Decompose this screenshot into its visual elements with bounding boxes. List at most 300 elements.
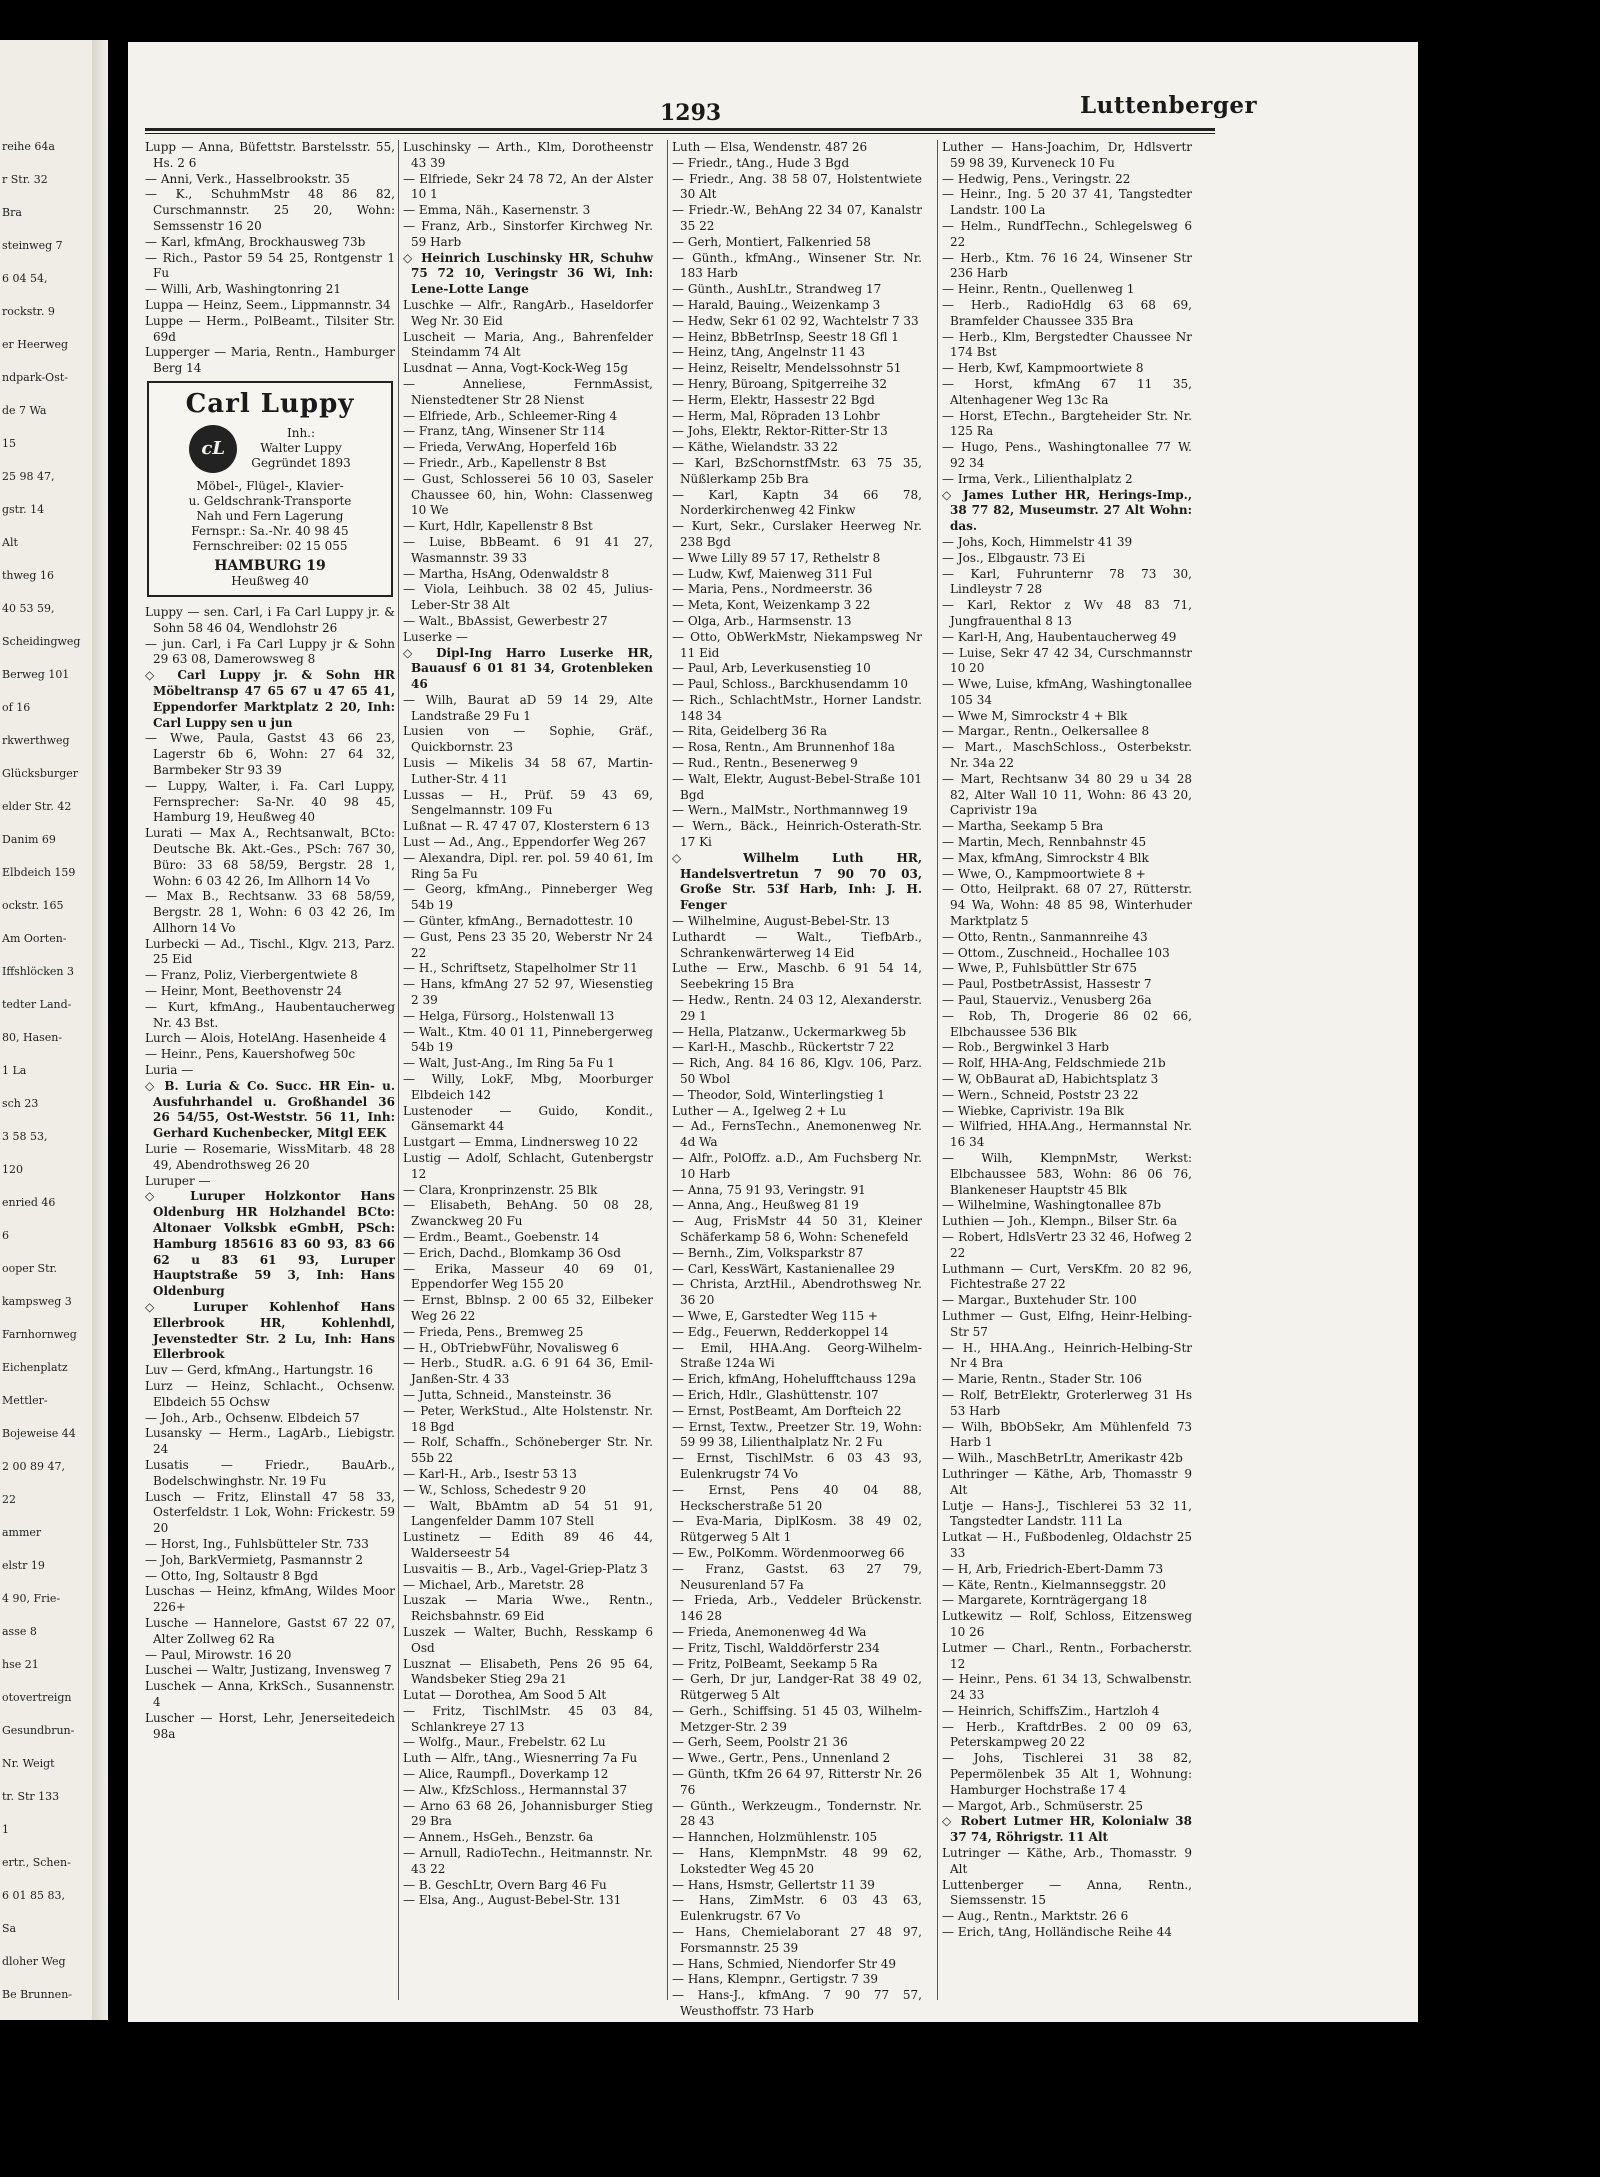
directory-entry: — Erich, tAng, Holländische Reihe 44 — [942, 1925, 1172, 1940]
directory-entry: Lusznat — Elisabeth, Pens 26 95 64, Wandsbeker Stieg 29a 21 — [403, 1656, 653, 1687]
directory-entry: — Rolf, HHA-Ang, Feldschmiede 21b — [942, 1056, 1166, 1071]
previous-page-fragment: Sa — [2, 1922, 17, 1935]
directory-entry: Luthien — Joh., Klempn., Bilser Str. 6a — [942, 1214, 1178, 1229]
ad-street: Heußweg 40 — [231, 573, 309, 588]
directory-entry: Lupp — Anna, Büfettstr. Barstelsstr. 55, Hs. 2 6 — [145, 140, 395, 170]
previous-page-fragment: 6 01 85 83, — [2, 1889, 65, 1902]
column-1 — [145, 140, 395, 2010]
directory-entry: — Herb., Ktm. 76 16 24, Winsener Str 236 Harb — [942, 250, 1192, 281]
previous-page-fragment: 3 58 53, — [2, 1130, 48, 1143]
directory-entry: — Aug., Rentn., Marktstr. 26 6 — [942, 1909, 1129, 1924]
directory-entry: Lustgart — Emma, Lindnersweg 10 22 — [403, 1135, 639, 1150]
previous-page-strip — [0, 40, 108, 2020]
directory-entry: — Wwe, Luise, kfmAng, Washingtonallee 105 34 — [942, 677, 1192, 707]
directory-entry: Luth — Alfr., tAng., Wiesnerring 7a Fu — [403, 1751, 638, 1766]
directory-entry: — Franz, Gastst. 63 27 79, Neusurenland 57 Fa — [672, 1561, 922, 1592]
directory-entry: — Rolf, Schaffn., Schöneberger Str. Nr. 55b 22 — [403, 1435, 653, 1466]
directory-entry: Luschei — Waltr, Justizang, Invensweg 7 — [145, 1663, 392, 1678]
previous-page-fragment: tedter Land- — [2, 998, 72, 1011]
previous-page-fragment: asse 8 — [2, 1625, 37, 1638]
directory-entry: — Michael, Arb., Maretstr. 28 — [403, 1577, 585, 1592]
directory-entry: Luppa — Heinz, Seem., Lippmannstr. 34 — [145, 297, 391, 312]
ad-city: HAMBURG 19 — [214, 557, 326, 574]
directory-entry: — Heinz, Reiseltr, Mendelssohnstr 51 — [672, 361, 902, 376]
directory-entry: — Friedr.-W., BehAng 22 34 07, Kanalstr 35 22 — [672, 203, 922, 233]
directory-entry: Luria — — [145, 1063, 194, 1078]
previous-page-fragment: elstr 19 — [2, 1559, 45, 1572]
previous-page-fragment: kampsweg 3 — [2, 1295, 72, 1308]
previous-page-fragment: 40 53 59, — [2, 602, 55, 615]
directory-entry: — Elisabeth, BehAng. 50 08 28, Zwanckweg 20 Fu — [403, 1198, 653, 1229]
directory-entry: — Friedr., Arb., Kapellenstr 8 Bst — [403, 455, 607, 470]
previous-page-fragment: 1 — [2, 1823, 9, 1836]
directory-entry: ◇ Dipl-Ing Harro Luserke HR, Bauausf 6 01 81 34, Grotenbleken 46 — [403, 645, 653, 692]
previous-page-fragment: reihe 64a — [2, 140, 55, 153]
previous-page-fragment: ockstr. 165 — [2, 899, 64, 912]
previous-page-fragment: 6 04 54, — [2, 272, 48, 285]
previous-page-fragment: Iffshlöcken 3 — [2, 965, 74, 978]
directory-entry: — Wilfried, HHA.Ang., Hermannstal Nr. 16 34 — [942, 1119, 1192, 1150]
directory-entry: Lusansky — Herm., LagArb., Liebigstr. 24 — [145, 1426, 395, 1457]
directory-entry: Lust — Ad., Ang., Eppendorfer Weg 267 — [403, 835, 647, 850]
directory-entry: — Theodor, Sold, Winterlingstieg 1 — [672, 1087, 885, 1102]
directory-entry: — Karl, BzSchornstfMstr. 63 75 35, Nüßlerkamp 25b Bra — [672, 455, 922, 486]
directory-entry: — Günth., kfmAng., Winsener Str. Nr. 183 Harb — [672, 250, 922, 281]
previous-page-fragment: thweg 16 — [2, 569, 54, 582]
directory-entry: — W, ObBaurat aD, Habichtsplatz 3 — [942, 1072, 1159, 1087]
directory-entry: — Edg., Feuerwn, Redderkoppel 14 — [672, 1324, 889, 1339]
directory-entry: — Heinr., Rentn., Quellenweg 1 — [942, 282, 1135, 297]
directory-entry: ◇ Luruper Kohlenhof Hans Ellerbrook HR, Kohlenhdl, Jevenstedter Str. 2 Lu, Inh: Hans Ellerbrook — [145, 1300, 395, 1362]
previous-page-fragment: Berweg 101 — [2, 668, 70, 681]
directory-entry: — Wwe M, Simrockstr 4 + Blk — [942, 708, 1128, 723]
previous-page-fragment: Danim 69 — [2, 833, 56, 846]
directory-entry: — Gerh, Montiert, Falkenried 58 — [672, 234, 871, 249]
directory-entry: Lurz — Heinz, Schlacht., Ochsenw. Elbdeich 55 Ochsw — [145, 1379, 395, 1409]
directory-entry: — Arnull, RadioTechn., Heitmannstr. Nr. 43 22 — [403, 1846, 653, 1876]
ad-owner-label: Inh.: — [286, 426, 316, 441]
directory-entry: — Hedw, Sekr 61 02 92, Wachtelstr 7 33 — [672, 313, 919, 328]
directory-entry: — Erika, Masseur 40 69 01, Eppendorfer Weg 155 20 — [403, 1261, 653, 1292]
ad-founded: Gegründet 1893 — [251, 456, 351, 471]
directory-entry: — Walt, BbAmtm aD 54 51 91, Langenfelder Damm 107 Stell — [403, 1498, 653, 1529]
previous-page-fragment: ndpark-Ost- — [2, 371, 68, 384]
directory-entry: — Horst, kfmAng 67 11 35, Altenhagener Weg 13c Ra — [942, 376, 1192, 407]
column-3 — [672, 140, 922, 2019]
directory-entry: — Wern., Bäck., Heinrich-Osterath-Str. 17 Ki — [672, 819, 922, 850]
directory-entry: — Frieda, VerwAng, Hoperfeld 16b — [403, 440, 617, 455]
directory-entry: — Ad., FernsTechn., Anemonenweg Nr. 4d Wa — [672, 1119, 922, 1150]
directory-entry: Luserke — — [403, 629, 468, 644]
directory-entry: Luruper — — [145, 1173, 211, 1188]
advertisement-carl-luppy — [147, 381, 393, 597]
directory-entry: — Herb., KraftdrBes. 2 00 09 63, Peterskampweg 20 22 — [942, 1719, 1192, 1750]
directory-entry: — Heinr, Mont, Beethovenstr 24 — [145, 984, 342, 999]
directory-entry: — Walt., Ktm. 40 01 11, Pinnebergerweg 54b 19 — [403, 1024, 653, 1055]
directory-entry: — Eva-Maria, DiplKosm. 38 49 02, Rütgerweg 5 Alt 1 — [672, 1514, 922, 1545]
directory-entry: Luthmer — Gust, Elfng, Heinr-Helbing-Str 57 — [942, 1308, 1192, 1339]
directory-entry: — Otto, Rentn., Sanmannreihe 43 — [942, 929, 1148, 944]
previous-page-fragment: 80, Hasen- — [2, 1031, 63, 1044]
directory-entry: — Walt., BbAssist, Gewerbestr 27 — [403, 613, 608, 628]
directory-entry: — Horst, ETechn., Bargteheider Str. Nr. 125 Ra — [942, 408, 1192, 439]
directory-entry: — Karl-H, Ang, Haubentaucherweg 49 — [942, 629, 1177, 644]
previous-page-fragment: otovertreign — [2, 1691, 72, 1704]
directory-entry: — Alexandra, Dipl. rer. pol. 59 40 61, Im Ring 5a Fu — [403, 850, 653, 881]
directory-entry: — Anna, 75 91 93, Veringstr. 91 — [672, 1182, 866, 1197]
directory-entry: — Rich., SchlachtMstr., Horner Landstr. 148 34 — [672, 692, 922, 723]
directory-entry: — Hedw., Rentn. 24 03 12, Alexanderstr. 29 1 — [672, 993, 922, 1023]
previous-page-fragment: dloher Weg — [2, 1955, 66, 1968]
directory-entry: — Luise, Sekr 47 42 34, Curschmannstr 10 20 — [942, 645, 1192, 676]
directory-entry: ◇ Wilhelm Luth HR, Handelsvertretun 7 90 70 03, Große Str. 53f Harb, Inh: J. H. Fenger — [672, 850, 922, 913]
previous-page-fragment: de 7 Wa — [2, 404, 47, 417]
directory-entry: — Friedr., Ang. 38 58 07, Holstentwiete 30 Alt — [672, 171, 922, 202]
ad-phone: Fernspr.: Sa.-Nr. 40 98 45 — [191, 523, 349, 538]
directory-entry: — Martha, Seekamp 5 Bra — [942, 819, 1104, 834]
directory-entry: — Wilh., MaschBetrLtr, Amerikastr 42b — [942, 1451, 1183, 1466]
directory-entry: — Rob., Bergwinkel 3 Harb — [942, 1040, 1109, 1055]
directory-entry: Lutkewitz — Rolf, Schloss, Eitzensweg 10 26 — [942, 1609, 1192, 1639]
directory-entry: — Herm, Mal, Röpraden 13 Lohbr — [672, 408, 880, 423]
directory-entry: — Max, kfmAng, Simrockstr 4 Blk — [942, 850, 1149, 865]
directory-entry: — Anneliese, FernmAssist, Nienstedtener Str 28 Nienst — [403, 376, 653, 407]
directory-entry: — Heinr., Ing. 5 20 37 41, Tangstedter Landstr. 100 La — [942, 187, 1192, 218]
directory-entry: — Jos., Elbgaustr. 73 Ei — [942, 550, 1086, 565]
directory-entry: — Erich, kfmAng, Hohelufftchauss 129a — [672, 1372, 916, 1387]
directory-entry: Luthmann — Curt, VersKfm. 20 82 96, Fichtestraße 27 22 — [942, 1261, 1192, 1292]
directory-entry: — Wilh, Baurat aD 59 14 29, Alte Landstraße 29 Fu 1 — [403, 692, 653, 723]
directory-entry: Lusien von — Sophie, Gräf., Quickbornstr. 23 — [403, 724, 653, 755]
directory-entry: — Herb., StudR. a.G. 6 91 64 36, Emil-Janßen-Str. 4 33 — [403, 1356, 653, 1387]
directory-entry: — Wilh, BbObSekr, Am Mühlenfeld 73 Harb 1 — [942, 1419, 1192, 1450]
directory-entry: — Heinz, tAng, Angelnstr 11 43 — [672, 345, 866, 360]
directory-entry: — Rita, Geidelberg 36 Ra — [672, 724, 828, 739]
directory-entry: — Margar., Buxtehuder Str. 100 — [942, 1293, 1137, 1308]
column-1-entries-top — [145, 140, 395, 377]
directory-entry: — Ernst, Bblnsp. 2 00 65 32, Eilbeker Weg 26 22 — [403, 1293, 653, 1323]
directory-entry: — Irma, Verk., Lilienthalplatz 2 — [942, 471, 1133, 486]
directory-entry: ◇ B. Luria & Co. Succ. HR Ein- u. Ausfuhrhandel u. Großhandel 36 26 54/55, Ost-Weststr. 56 11, Inh: Gerhard Kuchenbecker, Mitgl EEK — [145, 1078, 395, 1141]
previous-page-fragment: sch 23 — [2, 1097, 39, 1110]
previous-page-fragment: Eichenplatz — [2, 1361, 68, 1374]
directory-entry: — Wiebke, Caprivistr. 19a Blk — [942, 1103, 1124, 1118]
directory-entry: — Luppy, Walter, i. Fa. Carl Luppy, Fernsprecher: Sa-Nr. 40 98 45, Hamburg 19, Heußweg 40 — [145, 778, 395, 825]
directory-entry: — Martha, HsAng, Odenwaldstr 8 — [403, 566, 610, 581]
directory-entry: Luthardt — Walt., TiefbArb., Schrankenwärterweg 14 Eid — [672, 929, 922, 960]
directory-entry: ◇ Robert Lutmer HR, Kolonialw 38 37 74, Röhrigstr. 11 Alt — [942, 1814, 1192, 1845]
directory-entry: Luther — Hans-Joachim, Dr, Hdlsvertr 59 98 39, Kurveneck 10 Fu — [942, 140, 1192, 170]
previous-page-fragment: gstr. 14 — [2, 503, 45, 516]
directory-entry: — Wwe, E, Garstedter Weg 115 + — [672, 1308, 878, 1323]
directory-entry: — Erich, Dachd., Blomkamp 36 Osd — [403, 1245, 621, 1260]
directory-entry: — Clara, Kronprinzenstr. 25 Blk — [403, 1182, 598, 1197]
directory-entry: — Emil, HHA.Ang. Georg-Wilhelm-Straße 124a Wi — [672, 1340, 922, 1371]
directory-entry: — Emma, Näh., Kasernenstr. 3 — [403, 203, 591, 218]
directory-entry: — Fritz, PolBeamt, Seekamp 5 Ra — [672, 1656, 878, 1671]
directory-entry: — Johs, Tischlerei 31 38 82, Pepermölenbek 35 Alt 1, Wohnung: Hamburger Hochstraße 17 4 — [942, 1751, 1192, 1797]
directory-entry: — Ernst, PostBeamt, Am Dorfteich 22 — [672, 1403, 902, 1418]
previous-page-fragment: hse 21 — [2, 1658, 39, 1671]
directory-entry: Luppy — sen. Carl, i Fa Carl Luppy jr. & Sohn 58 46 04, Wendlohstr 26 — [145, 604, 395, 635]
directory-entry: — Wern., MalMstr., Northmannweg 19 — [672, 803, 908, 818]
directory-entry: — Georg, kfmAng., Pinneberger Weg 54b 19 — [403, 882, 653, 913]
previous-page-fragment: Am Oorten- — [2, 932, 67, 945]
ad-company-name: Carl Luppy — [185, 388, 355, 419]
directory-entry: — Hans, ZimMstr. 6 03 43 63, Eulenkrugstr. 67 Vo — [672, 1893, 922, 1924]
directory-entry: — Herm, Elektr, Hassestr 22 Bgd — [672, 392, 875, 407]
header-rule-thin — [145, 133, 1215, 134]
directory-entry: — Henry, Büroang, Spitgerreihe 32 — [672, 376, 888, 391]
directory-entry: — Frieda, Anemonenweg 4d Wa — [672, 1624, 867, 1639]
directory-entry: — Hedwig, Pens., Veringstr. 22 — [942, 171, 1131, 186]
directory-entry: — Paul, Mirowstr. 16 20 — [145, 1647, 292, 1662]
directory-entry: Lustig — Adolf, Schlacht, Gutenbergstr 12 — [403, 1151, 653, 1181]
directory-entry: — Gust, Schlosserei 56 10 03, Saseler Chaussee 60, hin, Wohn: Classenweg 10 We — [403, 471, 653, 518]
directory-entry: — Paul, Schloss., Barckhusendamm 10 — [672, 677, 909, 692]
directory-entry: — Mart, Rechtsanw 34 80 29 u 34 28 82, Alter Wall 10 11, Wohn: 86 43 20, Caprivistr 19a — [942, 771, 1192, 818]
directory-entry: — Rob, Th, Drogerie 86 02 66, Elbchaussee 536 Blk — [942, 1008, 1192, 1039]
directory-entry: — Wern., Schneid, Poststr 23 22 — [942, 1087, 1139, 1102]
directory-entry: Luschinsky — Arth., Klm, Dorotheenstr 43 39 — [403, 140, 653, 170]
directory-entry: — Martin, Mech, Rennbahnstr 45 — [942, 835, 1147, 850]
previous-page-fragment: elder Str. 42 — [2, 800, 72, 813]
directory-entry: — Hans, Klempnr., Gertigstr. 7 39 — [672, 1972, 879, 1987]
directory-entry: — Gerh., Schiffsing. 51 45 03, Wilhelm-Metzger-Str. 2 39 — [672, 1703, 922, 1734]
directory-entry: — Christa, ArztHil., Abendrothsweg Nr. 36 20 — [672, 1277, 922, 1308]
directory-entry: — Walt, Elektr, August-Bebel-Straße 101 Bgd — [672, 771, 922, 802]
directory-entry: — Ludw, Kwf, Maienweg 311 Ful — [672, 566, 873, 581]
previous-page-fragment: er Heerweg — [2, 338, 69, 351]
directory-entry: — Franz, tAng, Winsener Str 114 — [403, 424, 606, 439]
directory-entry: — Hans, Hsmstr, Gellertstr 11 39 — [672, 1877, 875, 1892]
directory-entry: — Ew., PolKomm. Wördenmoorweg 66 — [672, 1545, 905, 1560]
directory-entry: — Luise, BbBeamt. 6 91 41 27, Wasmannstr. 39 33 — [403, 534, 653, 565]
directory-entry: — Günth, tKfm 26 64 97, Ritterstr Nr. 26 76 — [672, 1767, 922, 1797]
directory-entry: — Helga, Fürsorg., Holstenwall 13 — [403, 1008, 615, 1023]
directory-entry: — Rosa, Rentn., Am Brunnenhof 18a — [672, 740, 895, 755]
previous-page-fragment: ertr., Schen- — [2, 1856, 71, 1869]
directory-entry: — Hugo, Pens., Washingtonallee 77 W. 92 34 — [942, 440, 1192, 470]
directory-entry: — Franz, Poliz, Vierbergentwiete 8 — [145, 968, 358, 983]
ad-services-line: Nah und Fern Lagerung — [196, 508, 344, 523]
previous-page-fragment: Bra — [2, 206, 22, 219]
previous-page-fragment: Glücksburger — [2, 767, 79, 780]
directory-entry: — Friedr., tAng., Hude 3 Bgd — [672, 155, 850, 170]
directory-entry: — Arno 63 68 26, Johannisburger Stieg 29 Bra — [403, 1798, 653, 1829]
ad-services-line: Möbel-, Flügel-, Klavier- — [196, 478, 344, 493]
directory-entry: — Otto, Heilprakt. 68 07 27, Rütterstr. 94 Wa, Wohn: 48 85 98, Winterhuder Marktplatz 5 — [942, 882, 1192, 929]
directory-entry: — Johs, Koch, Himmelstr 41 39 — [942, 534, 1133, 549]
directory-entry: — Robert, HdlsVertr 23 32 46, Hofweg 2 22 — [942, 1229, 1192, 1260]
directory-entry: — Elfriede, Sekr 24 78 72, An der Alster 10 1 — [403, 171, 653, 202]
previous-page-fragment: Nr. Weigt — [2, 1757, 55, 1770]
directory-entry: — Karl-H., Arb., Isestr 53 13 — [403, 1466, 577, 1481]
directory-entry: — Kurt, Hdlr, Kapellenstr 8 Bst — [403, 519, 593, 534]
directory-entry: — Rich., Pastor 59 54 25, Rontgenstr 1 Fu — [145, 250, 395, 281]
directory-entry: — Heinr., Pens. 61 34 13, Schwalbenstr. 24 33 — [942, 1672, 1192, 1703]
directory-entry: — Heinr., Pens, Kauershofweg 50c — [145, 1047, 356, 1062]
directory-entry: — Alw., KfzSchloss., Hermannstal 37 — [403, 1782, 628, 1797]
directory-entry: — Heinrich, SchiffsZim., Hartzloh 4 — [942, 1703, 1160, 1718]
directory-entry: — Alfr., PolOffz. a.D., Am Fuchsberg Nr. 10 Harb — [672, 1151, 922, 1181]
directory-entry: — Margarete, Kornträgergang 18 — [942, 1593, 1148, 1608]
previous-page-fragment: of 16 — [2, 701, 31, 714]
directory-entry: — Wwe., Gertr., Pens., Unnenland 2 — [672, 1751, 891, 1766]
directory-entry: — Kurt, kfmAng., Haubentaucherweg Nr. 43 Bst. — [145, 999, 395, 1030]
directory-entry: — Helm., RundfTechn., Schlegelsweg 6 22 — [942, 218, 1192, 249]
directory-entry: Lutat — Dorothea, Am Sood 5 Alt — [403, 1688, 607, 1703]
directory-entry: — Rich, Ang. 84 16 86, Klgv. 106, Parz. 50 Wbol — [672, 1056, 922, 1087]
directory-entry: — Hans-J., kfmAng. 7 90 77 57, Weusthoffstr. 73 Harb — [672, 1988, 922, 2019]
directory-entry: — Wwe, Paula, Gastst 43 66 23, Lagerstr 6b 6, Wohn: 27 64 32, Barmbeker Str 93 39 — [145, 731, 395, 777]
directory-entry: Luscheit — Maria, Ang., Bahrenfelder Steindamm 74 Alt — [403, 329, 653, 360]
directory-entry: Lurch — Alois, HotelAng. Hasenheide 4 — [145, 1031, 387, 1046]
previous-page-fragment: ooper Str. — [2, 1262, 58, 1275]
directory-entry: Lussas — H., Prüf. 59 43 69, Sengelmannstr. 109 Fu — [403, 787, 653, 818]
directory-entry: — Peter, WerkStud., Alte Holstenstr. Nr. 18 Bgd — [403, 1403, 653, 1434]
directory-entry: Lusdnat — Anna, Vogt-Kock-Weg 15g — [403, 361, 629, 376]
company-logo-icon: cL — [189, 425, 237, 473]
directory-entry: Lustinetz — Edith 89 46 44, Walderseestr 54 — [403, 1530, 653, 1560]
directory-entry: — Willy, LokF, Mbg, Moorburger Elbdeich 142 — [403, 1072, 653, 1102]
directory-entry: Luszek — Walter, Buchh, Resskamp 6 Osd — [403, 1624, 653, 1655]
directory-entry: — Mart., MaschSchloss., Osterbekstr. Nr. 34a 22 — [942, 740, 1192, 771]
directory-entry: — Käte, Rentn., Kielmannseggstr. 20 — [942, 1577, 1166, 1592]
directory-entry: — Frieda, Pens., Bremweg 25 — [403, 1324, 584, 1339]
previous-page-fragment: Mettler- — [2, 1394, 48, 1407]
column-4 — [942, 140, 1192, 2010]
directory-entry: ◇ Luruper Holzkontor Hans Oldenburg HR Holzhandel BCto: Altonaer Volksbk eGmbH, PSch: Hamburg 185616 83 60 93, 83 66 62 u 83 61 93, Luruper Hauptstraße 59 3, Inh: Hans Oldenburg — [145, 1189, 395, 1299]
directory-entry: Luthringer — Käthe, Arb, Thomasstr 9 Alt — [942, 1466, 1192, 1497]
ad-logo-row — [157, 425, 383, 473]
directory-entry: — H., ObTriebwFühr, Novalisweg 6 — [403, 1340, 619, 1355]
ad-services-line: u. Geldschrank-Transporte — [188, 493, 352, 508]
directory-entry: Luv — Gerd, kfmAng., Hartungstr. 16 — [145, 1363, 374, 1378]
directory-entry: — Fritz, Tischl, Walddörferstr 234 — [672, 1640, 880, 1655]
previous-page-fragment: 120 — [2, 1163, 23, 1176]
directory-entry: — Meta, Kont, Weizenkamp 3 22 — [672, 598, 871, 613]
directory-entry: — Joh, BarkVermietg, Pasmannstr 2 — [145, 1552, 364, 1567]
directory-entry: — Heinz, BbBetrInsp, Seestr 18 Gfl 1 — [672, 329, 899, 344]
directory-entry: — Hans, kfmAng 27 52 97, Wiesenstieg 2 39 — [403, 977, 653, 1008]
directory-entry: — Anni, Verk., Hasselbrookstr. 35 — [145, 171, 350, 186]
running-head: Luttenberger — [1080, 92, 1258, 119]
previous-page-fragment: enried 46 — [2, 1196, 56, 1209]
directory-entry: — Olga, Arb., Harmsenstr. 13 — [672, 613, 852, 628]
directory-entry: — Jutta, Schneid., Mansteinstr. 36 — [403, 1387, 612, 1402]
directory-entry: — W., Schloss, Schedestr 9 20 — [403, 1482, 586, 1497]
directory-entry: — Hannchen, Holzmühlenstr. 105 — [672, 1830, 878, 1845]
directory-entry: — Wolfg., Maur., Frebelstr. 62 Lu — [403, 1735, 606, 1750]
directory-entry: — Wilhelmine, August-Bebel-Str. 13 — [672, 914, 890, 929]
previous-page-fragment: tr. Str 133 — [2, 1790, 60, 1803]
previous-page-fragment: ammer — [2, 1526, 42, 1539]
previous-page-fragment: Be Brunnen- — [2, 1988, 72, 2001]
directory-entry: — H., HHA.Ang., Heinrich-Helbing-Str Nr 4 Bra — [942, 1340, 1192, 1371]
directory-entry: Luthe — Erw., Maschb. 6 91 54 14, Seebekring 15 Bra — [672, 961, 922, 992]
ad-owner: Walter Luppy — [260, 441, 342, 456]
directory-entry: — Hella, Platzanw., Uckermarkweg 5b — [672, 1024, 906, 1039]
directory-entry: — Karl, Fuhrunternr 78 73 30, Lindleystr 7 28 — [942, 566, 1192, 597]
directory-entry: Lutmer — Charl., Rentn., Forbacherstr. 12 — [942, 1640, 1192, 1671]
directory-entry: — Joh., Arb., Ochsenw. Elbdeich 57 — [145, 1410, 360, 1425]
directory-entry: ◇ Carl Luppy jr. & Sohn HR Möbeltransp 47 65 67 u 47 65 41, Eppendorfer Marktplatz 2 20, Inh: Carl Luppy sen u jun — [145, 668, 395, 730]
previous-page-fragment: steinweg 7 — [2, 239, 63, 252]
directory-entry: — Erich, Hdlr., Glashüttenstr. 107 — [672, 1387, 879, 1402]
directory-entry: — Ernst, TischlMstr. 6 03 43 93, Eulenkrugstr 74 Vo — [672, 1451, 922, 1481]
previous-page-fragment: Farnhornweg — [2, 1328, 77, 1341]
directory-entry: — K., SchuhmMstr 48 86 82, Curschmannstr. 25 20, Wohn: Semssenstr 16 20 — [145, 187, 395, 233]
directory-entry: — H, Arb, Friedrich-Ebert-Damm 73 — [942, 1561, 1164, 1576]
column-separator — [667, 140, 668, 2000]
directory-entry: — Herb., Klm, Bergstedter Chaussee Nr 174 Bst — [942, 329, 1192, 360]
directory-entry: — B. GeschLtr, Overn Barg 46 Fu — [403, 1877, 607, 1892]
directory-entry: — H., Schriftsetz, Stapelholmer Str 11 — [403, 961, 638, 976]
ad-owner-block — [251, 426, 351, 471]
directory-entry: — Herb., RadioHdlg 63 68 69, Bramfelder Chaussee 335 Bra — [942, 297, 1192, 328]
directory-entry: — Margot, Arb., Schmüserstr. 25 — [942, 1798, 1143, 1813]
directory-entry: — Alice, Raumpfl., Doverkamp 12 — [403, 1767, 609, 1782]
directory-entry: Luschke — Alfr., RangArb., Haseldorfer Weg Nr. 30 Eid — [403, 297, 653, 328]
directory-entry: — Frieda, Arb., Veddeler Brückenstr. 146 28 — [672, 1593, 922, 1624]
page-number: 1293 — [660, 100, 722, 126]
directory-entry: — Paul, Stauerviz., Venusberg 26a — [942, 993, 1152, 1008]
directory-entry: Luttenberger — Anna, Rentn., Siemssenstr. 15 — [942, 1877, 1192, 1908]
previous-page-fragment: 22 — [2, 1493, 16, 1506]
directory-entry: — Käthe, Wielandstr. 33 22 — [672, 440, 839, 455]
directory-entry: — Franz, Arb., Sinstorfer Kirchweg Nr. 59 Harb — [403, 218, 653, 249]
directory-entry: Lusch — Fritz, Elinstall 47 58 33, Osterfeldstr. 1 Lok, Wohn: Frickestr. 59 20 — [145, 1489, 395, 1536]
directory-entry: Luth — Elsa, Wendenstr. 487 26 — [672, 140, 868, 154]
directory-entry: — Horst, Ing., Fuhlsbütteler Str. 733 — [145, 1536, 369, 1551]
directory-entry: — Erdm., Beamt., Goebenstr. 14 — [403, 1229, 600, 1244]
directory-entry: — Otto, ObWerkMstr, Niekampsweg Nr 11 Eid — [672, 629, 922, 660]
previous-page-fragment: 4 90, Frie- — [2, 1592, 61, 1605]
directory-entry: — Gerh, Seem, Poolstr 21 36 — [672, 1735, 848, 1750]
column-2 — [403, 140, 653, 2010]
previous-page-fragment: 15 — [2, 437, 16, 450]
directory-entry: — Wilh, KlempnMstr, Werkst: Elbchaussee 583, Wohn: 86 06 76, Blankeneser Hauptstr 45 Blk — [942, 1151, 1192, 1197]
directory-entry: — Paul, PostbetrAssist, Hassestr 7 — [942, 977, 1152, 992]
directory-entry: — Margar., Rentn., Oelkersallee 8 — [942, 724, 1150, 739]
directory-entry: — Max B., Rechtsanw. 33 68 58/59, Bergstr. 28 1, Wohn: 6 03 42 26, Im Allhorn 14 Vo — [145, 889, 395, 935]
directory-entry: — Wwe, P., Fuhlsbüttler Str 675 — [942, 961, 1138, 976]
directory-entry: — Wilhelmine, Washingtonallee 87b — [942, 1198, 1162, 1213]
directory-entry: Lutje — Hans-J., Tischlerei 53 32 11, Tangstedter Landstr. 111 La — [942, 1498, 1192, 1529]
directory-entry: — Rolf, BetrElektr, Groterlerweg 31 Hs 53 Harb — [942, 1387, 1192, 1418]
directory-entry: ◇ James Luther HR, Herings-Imp., 38 77 82, Museumstr. 27 Alt Wohn: das. — [942, 487, 1192, 534]
previous-page-fragment: 25 98 47, — [2, 470, 55, 483]
directory-entry: Lurati — Max A., Rechtsanwalt, BCto: Deutsche Bk. Akt.-Ges., PSch: 767 30, Büro: 33 68 58/59, Bergstr. 28 1, Wohn: 6 03 42 26, Im Allhorn 14 Vo — [145, 826, 395, 888]
previous-page-fragment: Alt — [2, 536, 18, 549]
directory-entry: Lupperger — Maria, Rentn., Hamburger Berg 14 — [145, 345, 395, 376]
directory-entry: — Viola, Leihbuch. 38 02 45, Julius-Leber-Str 38 Alt — [403, 582, 653, 613]
directory-entry: Lußnat — R. 47 47 07, Klosterstern 6 13 — [403, 819, 650, 834]
directory-entry: — Walt, Just-Ang., Im Ring 5a Fu 1 — [403, 1056, 615, 1071]
directory-entry: — Karl, kfmAng, Brockhausweg 73b — [145, 234, 366, 249]
directory-entry: — Carl, KessWärt, Kastanienallee 29 — [672, 1261, 895, 1276]
directory-entry: Lutkat — H., Fußbodenleg, Oldachstr 25 33 — [942, 1530, 1192, 1560]
directory-entry: Lusis — Mikelis 34 58 67, Martin-Luther-Str. 4 11 — [403, 756, 653, 786]
directory-entry: — Willi, Arb, Washingtonring 21 — [145, 282, 342, 297]
directory-entry: — Fritz, TischlMstr. 45 03 84, Schlankreye 27 13 — [403, 1703, 653, 1734]
directory-entry: — Günth., Werkzeugm., Tondernstr. Nr. 28 43 — [672, 1798, 922, 1829]
directory-entry: — Karl-H., Maschb., Rückertstr 7 22 — [672, 1040, 895, 1055]
directory-entry: — Gust, Pens 23 35 20, Weberstr Nr 24 22 — [403, 929, 653, 960]
directory-entry: — Marie, Rentn., Stader Str. 106 — [942, 1372, 1142, 1387]
directory-entry: — Wwe, O., Kampmoortwiete 8 + — [942, 866, 1146, 881]
